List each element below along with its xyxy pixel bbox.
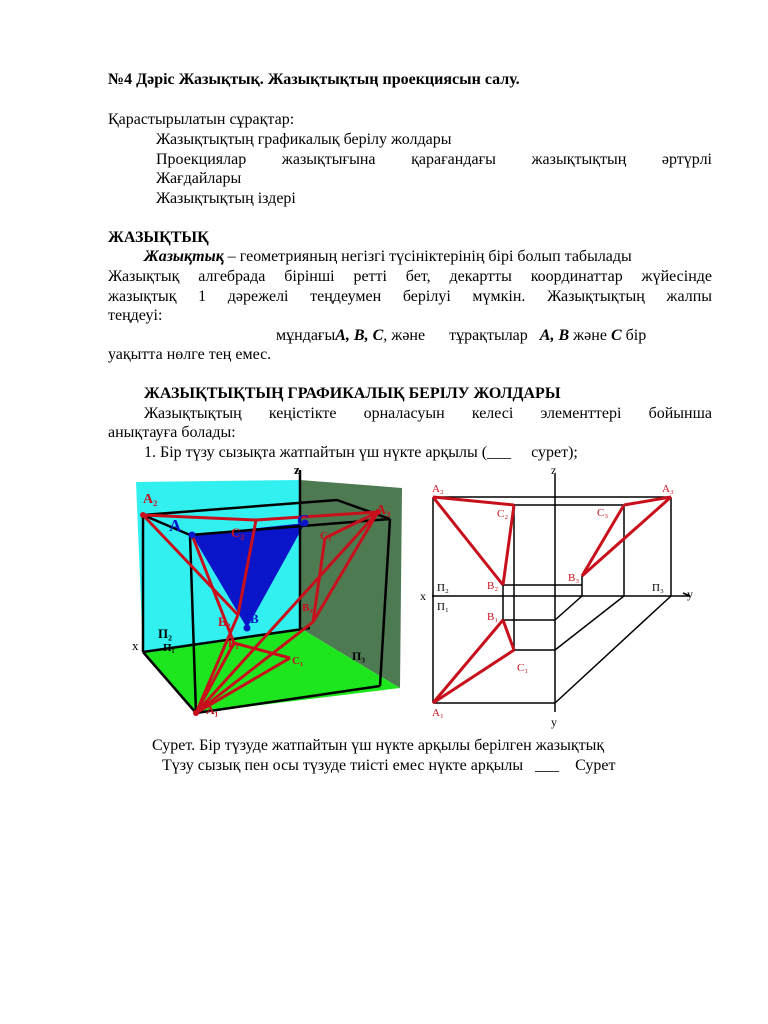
figure-3d-plane — [128, 462, 414, 724]
red-lines — [433, 497, 671, 703]
question-item: Жазықтықтың графикалық берілу жолдары — [156, 131, 452, 148]
point-a2 — [140, 512, 146, 518]
label-c1: C₁ — [292, 655, 304, 667]
label-z: z — [551, 463, 557, 477]
definition-text: – геометрияның негізгі түсініктерінің бірі болып табылады — [223, 248, 632, 265]
label-b1: B₁ — [487, 611, 499, 623]
label-c2: C₂ — [231, 525, 245, 540]
text-span: мұндағы — [276, 327, 336, 344]
paragraph-line: Жазықтықтың кеңістікте орналасуын келесі элементтері бойынша — [144, 405, 712, 422]
label-pi3: П₃ — [352, 649, 365, 663]
label-x: x — [420, 589, 426, 603]
label-y-bottom: y — [551, 715, 557, 729]
list-item: Түзу сызық пен осы түзуде тиісті емес нүкте арқылы ___ Сурет — [162, 757, 616, 774]
paragraph-line: Жазықтық алгебрада бірінші ретті бет, декартты координаттар жүйесінде — [108, 268, 712, 285]
paragraph-line: жазықтық 1 дәрежелі теңдеумен берілуі мүмкін. Жазықтықтың жалпы — [108, 288, 712, 305]
section-heading: ЖАЗЫҚТЫҚ — [108, 229, 209, 246]
label-z: z — [294, 462, 300, 477]
point-a1 — [193, 710, 199, 716]
label-pi2: П₂ — [158, 626, 173, 641]
text-span: және — [569, 327, 611, 344]
text-span: A, B — [539, 327, 570, 344]
question-item: Проекциялар жазықтығына қарағандағы жазықтықтың әртүрлі — [156, 151, 712, 168]
point-a — [189, 532, 196, 539]
figure-caption: Сурет. Бір түзуде жатпайтын үш нүкте арқылы берілген жазықтық — [152, 737, 605, 754]
paragraph-line: уақытта нөлге тең емес. — [108, 346, 272, 363]
label-b: B — [250, 611, 259, 626]
page-title: №4 Дәріс Жазықтық. Жазықтықтың проекциясын салу. — [108, 71, 520, 88]
label-x: x — [132, 638, 139, 653]
text-span: бір — [621, 327, 647, 344]
text-span: A, B, C — [335, 327, 384, 344]
label-pi1: П₁ — [163, 642, 175, 654]
label-a1: A₁ — [432, 707, 444, 719]
label-pi1: П₁ — [437, 601, 449, 613]
text-span: C — [610, 327, 622, 344]
paragraph-line — [276, 326, 646, 345]
section-heading: ЖАЗЫҚТЫҚТЫҢ ГРАФИКАЛЫҚ БЕРІЛУ ЖОЛДАРЫ — [144, 385, 561, 402]
label-a2: A₂ — [143, 492, 158, 507]
text-span: , және тұрақтылар — [383, 327, 540, 344]
label-b2: B₂ — [487, 580, 499, 592]
label-a: A — [169, 516, 182, 535]
label-pi3: П₃ — [652, 582, 664, 594]
question-item: Жағдайлары — [156, 170, 242, 187]
label-c3: C₃ — [597, 507, 609, 519]
paragraph-line: анықтауға болады: — [108, 424, 236, 441]
label-c2: C₂ — [497, 508, 509, 520]
list-item: 1. Бір түзу сызықта жатпайтын үш нүкте арқылы (___ сурет); — [144, 444, 578, 461]
label-a1: A₁ — [206, 703, 219, 717]
label-b3: B₃ — [302, 602, 313, 614]
paragraph-line: теңдеуі: — [108, 307, 163, 324]
figure-orthographic — [414, 462, 704, 732]
label-b3: B₃ — [568, 572, 580, 584]
label-b1: B₁ — [228, 638, 239, 650]
questions-heading: Қарастырылатын сұрақтар: — [108, 111, 295, 128]
label-a3: A₃ — [376, 503, 391, 518]
label-a3: A₃ — [662, 483, 674, 495]
label-c1: C₁ — [517, 662, 529, 674]
label-pi2: П₂ — [437, 582, 449, 594]
label-c3: C₃ — [320, 530, 332, 542]
paragraph-line — [144, 247, 712, 266]
label-a2: A₂ — [432, 483, 444, 495]
question-item: Жазықтықтың іздері — [156, 190, 296, 207]
label-y-right: y — [687, 587, 693, 601]
label-b2: B₂ — [218, 614, 231, 629]
term: Жазықтық — [144, 248, 224, 265]
label-c: C — [297, 511, 310, 530]
